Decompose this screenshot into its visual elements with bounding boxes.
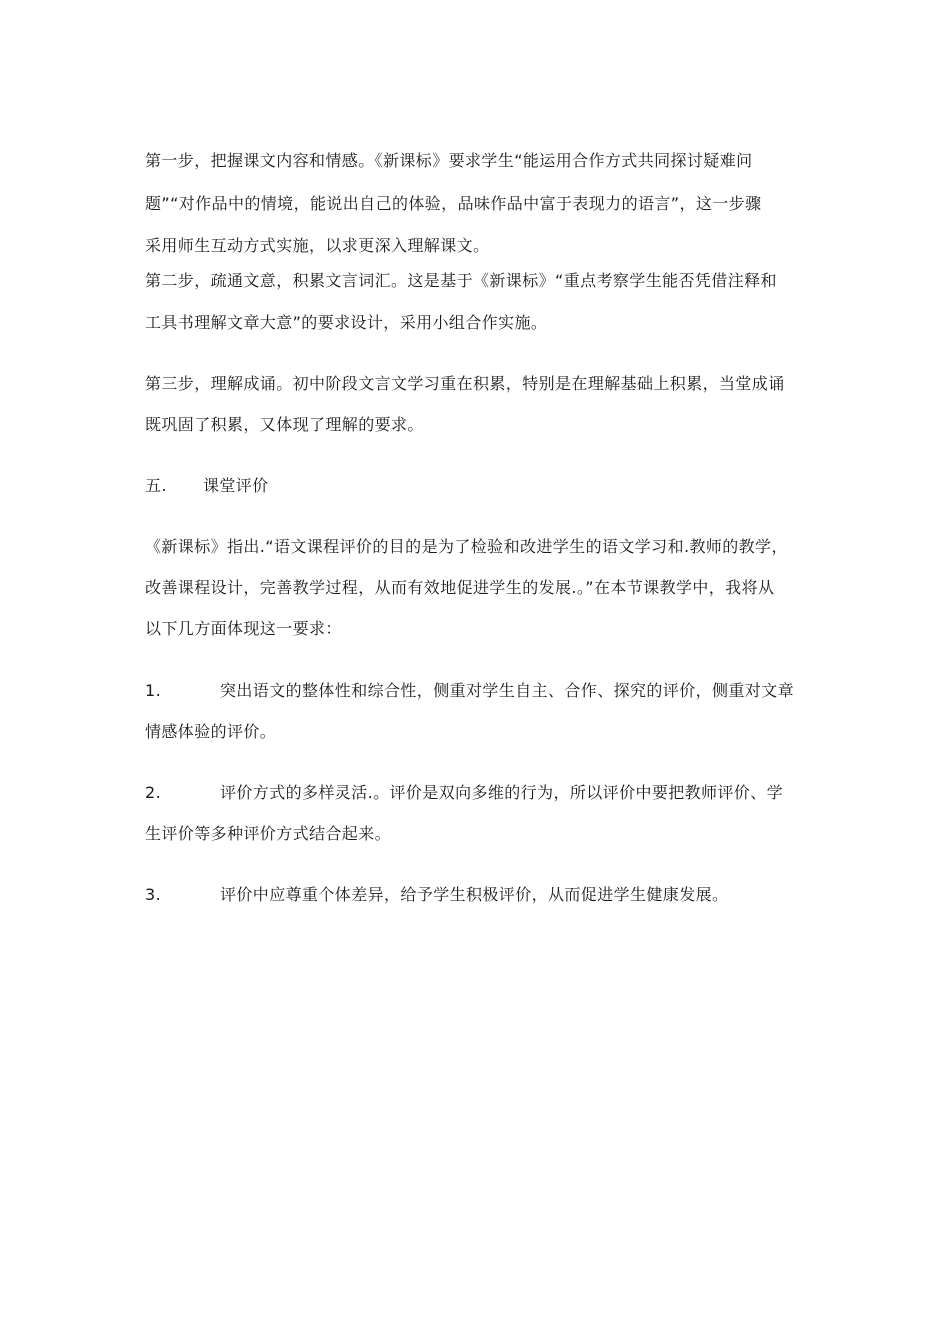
list-item-text: 评价中应尊重个体差异，给予学生积极评价，从而促进学生健康发展。	[220, 885, 729, 904]
step1-line2: 题”“对作品中的情境，能说出自己的体验，品味作品中富于表现力的语言”，这一步骤	[145, 194, 762, 213]
section-title: 课堂评价	[203, 476, 269, 495]
step2-line1: 第二步，疏通文意，积累文言词汇。这是基于《新课标》“重点考察学生能否凭借注释和	[145, 271, 777, 290]
step3-line1: 第三步，理解成诵。初中阶段文言文学习重在积累，特别是在理解基础上积累，当堂成诵	[145, 374, 785, 393]
list-item-number: 1.	[145, 681, 162, 700]
evaluation-intro-line3: 以下几方面体现这一要求：	[145, 619, 342, 638]
evaluation-intro-line1: 《新课标》指出.“语文课程评价的目的是为了检验和改进学生的语文学习和.教师的教学，	[145, 537, 788, 556]
step1-line1: 第一步，把握课文内容和情感。《新课标》要求学生“能运用合作方式共同探讨疑难问	[145, 151, 753, 170]
list-item-number: 3.	[145, 885, 162, 904]
step1-line3: 采用师生互动方式实施，以求更深入理解课文。	[145, 236, 490, 255]
step3-line2: 既巩固了积累，又体现了理解的要求。	[145, 415, 424, 434]
list-item-text: 突出语文的整体性和综合性，侧重对学生自主、合作、探究的评价，侧重对文章	[220, 681, 795, 700]
list-item-2-line2: 生评价等多种评价方式结合起来。	[145, 824, 392, 843]
list-item-3	[145, 885, 815, 905]
step2-line2: 工具书理解文章大意”的要求设计，采用小组合作实施。	[145, 313, 548, 332]
evaluation-intro-line2: 改善课程设计，完善教学过程，从而有效地促进学生的发展.。”在本节课教学中，我将从	[145, 578, 775, 597]
list-item-number: 2.	[145, 783, 162, 802]
list-item-1-line2: 情感体验的评价。	[145, 722, 277, 741]
section-number: 五.	[145, 476, 167, 495]
list-item-1	[145, 681, 815, 701]
list-item-2	[145, 783, 815, 803]
list-item-text: 评价方式的多样灵活.。评价是双向多维的行为，所以评价中要把教师评价、学	[220, 783, 784, 802]
section-heading	[145, 476, 815, 496]
